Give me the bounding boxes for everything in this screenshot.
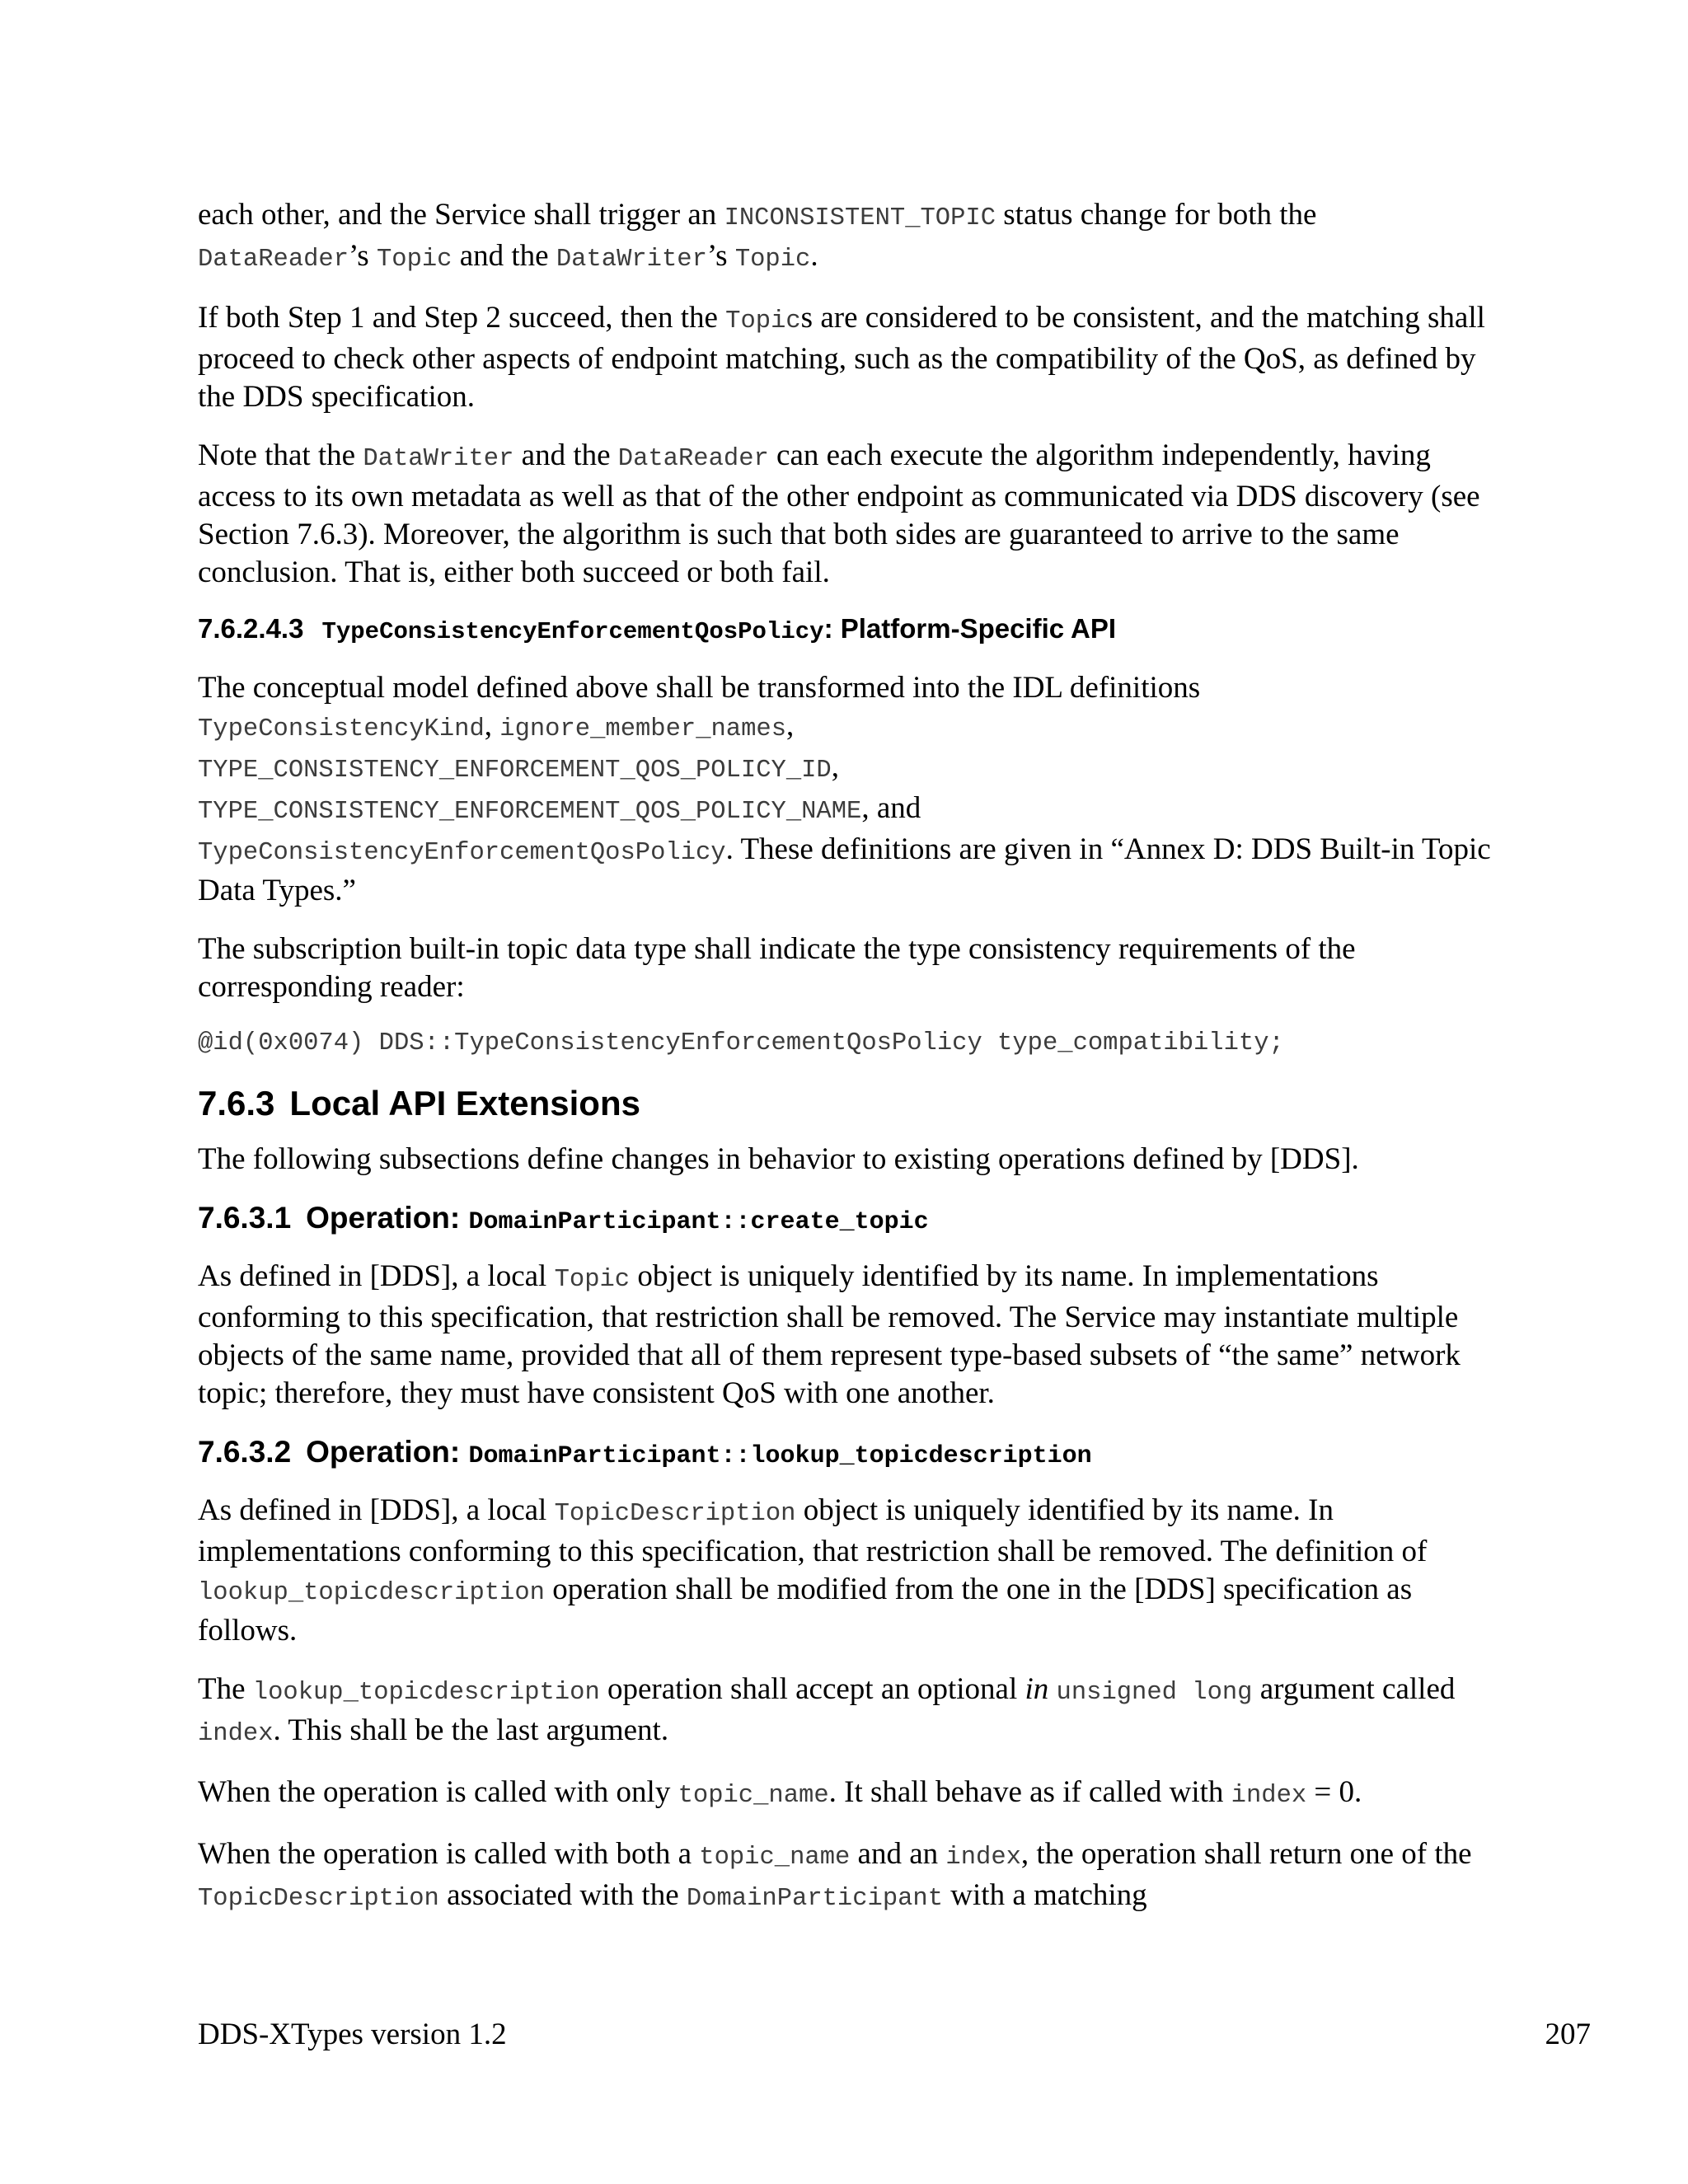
code-inconsistent-topic: INCONSISTENT_TOPIC (724, 204, 996, 232)
code-datareader: DataReader (617, 445, 769, 473)
text: When the operation is called with only (198, 1775, 678, 1809)
text: . This shall be the last argument. (273, 1713, 669, 1747)
code-datawriter: DataWriter (363, 445, 514, 473)
code-policy-id: TYPE_CONSISTENCY_ENFORCEMENT_QOS_POLICY_ID (198, 757, 832, 785)
code-topic: Topic (734, 246, 811, 274)
code-datawriter: DataWriter (556, 246, 707, 274)
text: , (831, 750, 839, 784)
text: As defined in [DDS], a local (198, 1259, 555, 1293)
code-unsigned-long: unsigned long (1056, 1679, 1253, 1707)
heading-code: DomainParticipant::create_topic (468, 1208, 929, 1236)
text: When the operation is called with both a (198, 1837, 700, 1871)
text: . It shall behave as if called with (828, 1775, 1231, 1809)
italic-in: in (1025, 1672, 1049, 1706)
section-number: 7.6.3 (198, 1084, 275, 1122)
heading-code: DomainParticipant::lookup_topicdescription (468, 1442, 1092, 1470)
paragraph-subscription-builtin (198, 930, 1508, 1006)
section-number: 7.6.3.1 (198, 1201, 292, 1235)
text: with a matching (943, 1878, 1147, 1912)
text: Note that the (198, 438, 363, 472)
code-index: index (945, 1844, 1021, 1872)
text: If both Step 1 and Step 2 succeed, then the (198, 301, 726, 335)
text: , (484, 709, 500, 743)
heading-7-6-2-4-3 (198, 612, 1508, 649)
code-topicdescription: TopicDescription (198, 1885, 439, 1913)
heading-text: : Platform-Specific API (823, 613, 1117, 644)
text: argument called (1252, 1672, 1456, 1706)
paragraph-note-algorithm (198, 437, 1508, 592)
code-lookup-topicdescription: lookup_topicdescription (252, 1679, 600, 1707)
text: = 0. (1306, 1775, 1362, 1809)
text: status change for both the (996, 198, 1317, 232)
text: associated with the (438, 1878, 687, 1912)
code-snippet: @id(0x0074) DDS::TypeConsistencyEnforcementQosPolicy type_compatibility; (198, 1029, 1284, 1057)
text: . These definitions are given in “Annex D: DDS Built-in Topic Data Types.” (198, 832, 1491, 907)
paragraph-steps-succeed (198, 299, 1508, 416)
paragraph-lookup-topicdescription (198, 1492, 1508, 1650)
heading-code: TypeConsistencyEnforcementQosPolicy (321, 618, 824, 645)
text: object is uniquely identified by its name. In implementations conforming to this specification, that restriction shall be removed. The definition of (198, 1493, 1428, 1568)
text: can each execute the algorithm independently, having access to its own metadata as well as that of the other endpoint as communicated via DDS discovery (see Section 7.6.3). Moreover, the algorithm is such that both sides are guaranteed to arrive to the same conclusion. That is, either both succeed or both fail. (198, 438, 1480, 589)
text: object is uniquely identified by its name. In implementations conforming to this specification, that restriction shall be removed. The Service may instantiate multiple objects of the same name, provided that all of them represent type-based subsets of “the same” network topic; therefore, they must have consistent QoS with one another. (198, 1259, 1461, 1410)
code-lookup-topicdescription: lookup_topicdescription (198, 1579, 545, 1607)
code-index: index (198, 1720, 274, 1748)
text: . (810, 239, 818, 273)
heading-7-6-3 (198, 1083, 1508, 1124)
heading-7-6-3-1 (198, 1199, 1508, 1241)
text: The conceptual model defined above shall be transformed into the IDL definitions (198, 671, 1201, 705)
paragraph-topic-name-and-index (198, 1835, 1508, 1918)
text: operation shall be modified from the one in the [DDS] specification as follows. (198, 1572, 1413, 1647)
footer-document-title: DDS-XTypes version 1.2 (198, 2018, 507, 2051)
text: , the operation shall return one of the (1020, 1837, 1472, 1871)
page-content (198, 196, 1508, 1938)
code-topicdescription: TopicDescription (554, 1500, 796, 1528)
text: The following subsections define changes in behavior to existing operations defined by [DDS]. (198, 1142, 1359, 1176)
text: The (198, 1672, 253, 1706)
paragraph-optional-index (198, 1671, 1508, 1753)
page-footer (198, 2016, 1591, 2054)
text: The subscription built-in topic data type shall indicate the type consistency requirements of the corresponding reader: (198, 932, 1356, 1004)
section-number: 7.6.3.2 (198, 1435, 292, 1469)
text (1048, 1672, 1056, 1706)
paragraph-create-topic (198, 1258, 1508, 1413)
code-topic-name: topic_name (699, 1844, 851, 1872)
text: operation shall accept an optional (599, 1672, 1025, 1706)
code-policy-name: TYPE_CONSISTENCY_ENFORCEMENT_QOS_POLICY_NAME (198, 798, 862, 826)
code-index: index (1231, 1782, 1307, 1810)
text: and the (452, 239, 556, 273)
text: , (786, 709, 795, 743)
text: each other, and the Service shall trigger an (198, 198, 724, 232)
text: s are considered to be consistent, and the matching shall proceed to check other aspects of endpoint matching, such as the compatibility of the QoS, as defined by the DDS specification. (198, 301, 1485, 414)
text: As defined in [DDS], a local (198, 1493, 555, 1527)
paragraph-subsections-intro (198, 1141, 1508, 1179)
text: and an (850, 1837, 946, 1871)
code-topic: Topic (725, 307, 801, 335)
section-number: 7.6.2.4.3 (198, 613, 304, 644)
heading-7-6-3-2 (198, 1433, 1508, 1475)
text: and the (513, 438, 618, 472)
code-datareader: DataReader (198, 246, 349, 274)
heading-text: Local API Extensions (289, 1084, 640, 1122)
code-qos-policy: TypeConsistencyEnforcementQosPolicy (198, 839, 726, 867)
paragraph-idl-definitions (198, 669, 1508, 910)
heading-text: Operation: (306, 1201, 469, 1235)
paragraph-topic-name-only (198, 1774, 1508, 1815)
code-topic: Topic (376, 246, 452, 274)
code-topic: Topic (554, 1266, 631, 1294)
code-ignore-member-names: ignore_member_names (499, 715, 787, 743)
code-topic-name: topic_name (678, 1782, 829, 1810)
text: ’s (706, 239, 735, 273)
text: ’s (349, 239, 377, 273)
code-type-consistency-kind: TypeConsistencyKind (198, 715, 485, 743)
paragraph-inconsistent-topic (198, 196, 1508, 279)
page-number: 207 (1545, 2018, 1591, 2051)
text: , and (861, 791, 921, 825)
code-domainparticipant: DomainParticipant (686, 1885, 944, 1913)
heading-text: Operation: (306, 1435, 469, 1469)
